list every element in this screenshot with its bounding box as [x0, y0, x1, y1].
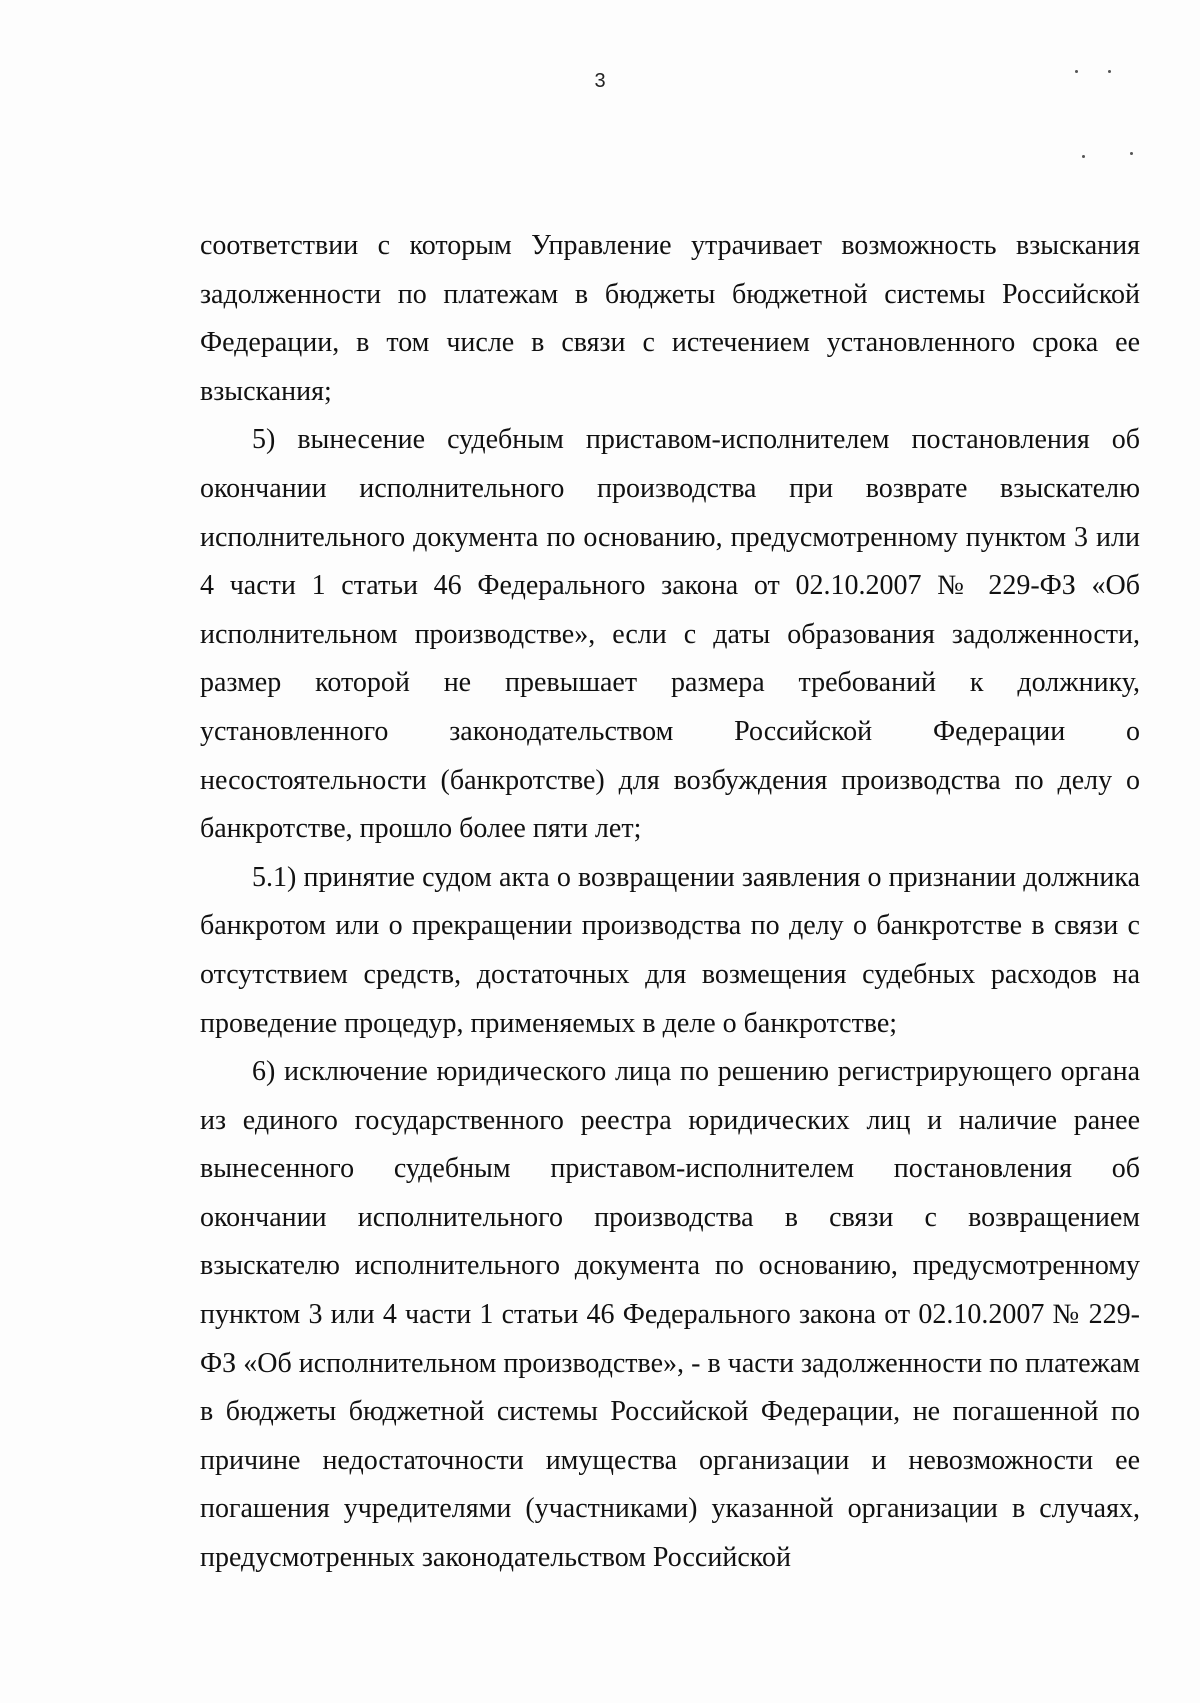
scan-speck [1130, 152, 1133, 155]
page-number: 3 [594, 70, 606, 92]
scan-speck [1075, 70, 1078, 73]
paragraph-item-5-1: 5.1) принятие судом акта о возвращении заявления о признании должника банкротом или о прекращении производства по делу о банкротстве в связи с отсутствием средств, достаточных для возмещения судебных расходов на проведение процедур, применяемых в деле о банкротстве; [200, 861, 1140, 1039]
scan-speck [1082, 155, 1085, 158]
paragraph-item-6: 6) исключение юридического лица по решению регистрирующего органа из единого государственного реестра юридических лиц и наличие ранее вынесенного судебным приставом-исполнителем постановления об окончании исполнительного производства в связи с возвращением взыскателю исполнительного документа по основанию, предусмотренному пунктом 3 или 4 части 1 статьи 46 Федерального закона от 02.10.2007 № 229-ФЗ «Об исполнительном производстве», - в части задолженности по платежам в бюджеты бюджетной системы Российской Федерации, не погашенной по причине недостаточности имущества организации и невозможности ее погашения учредителями (участниками) указанной организации в случаях, предусмотренных законодательством Российской [200, 1056, 1140, 1574]
document-body [200, 222, 1140, 1583]
paragraph-continuation: соответствии с которым Управление утрачивает возможность взыскания задолженности по платежам в бюджеты бюджетной системы Российской Федерации, в том числе в связи с истечением установленного срока ее взыскания; [200, 230, 1140, 407]
paragraph-item-5: 5) вынесение судебным приставом-исполнителем постановления об окончании исполнительного производства при возврате взыскателю исполнительного документа по основанию, предусмотренному пунктом 3 или 4 части 1 статьи 46 Федерального закона от 02.10.2007 № 229-ФЗ «Об исполнительном производстве», если с даты образования задолженности, размер которой не превышает размера требований к должнику, установленного законодательством Российской Федерации о несостоятельности (банкротстве) для возбуждения производства по делу о банкротстве, прошло более пяти лет; [200, 424, 1140, 845]
scan-speck [1108, 70, 1111, 73]
